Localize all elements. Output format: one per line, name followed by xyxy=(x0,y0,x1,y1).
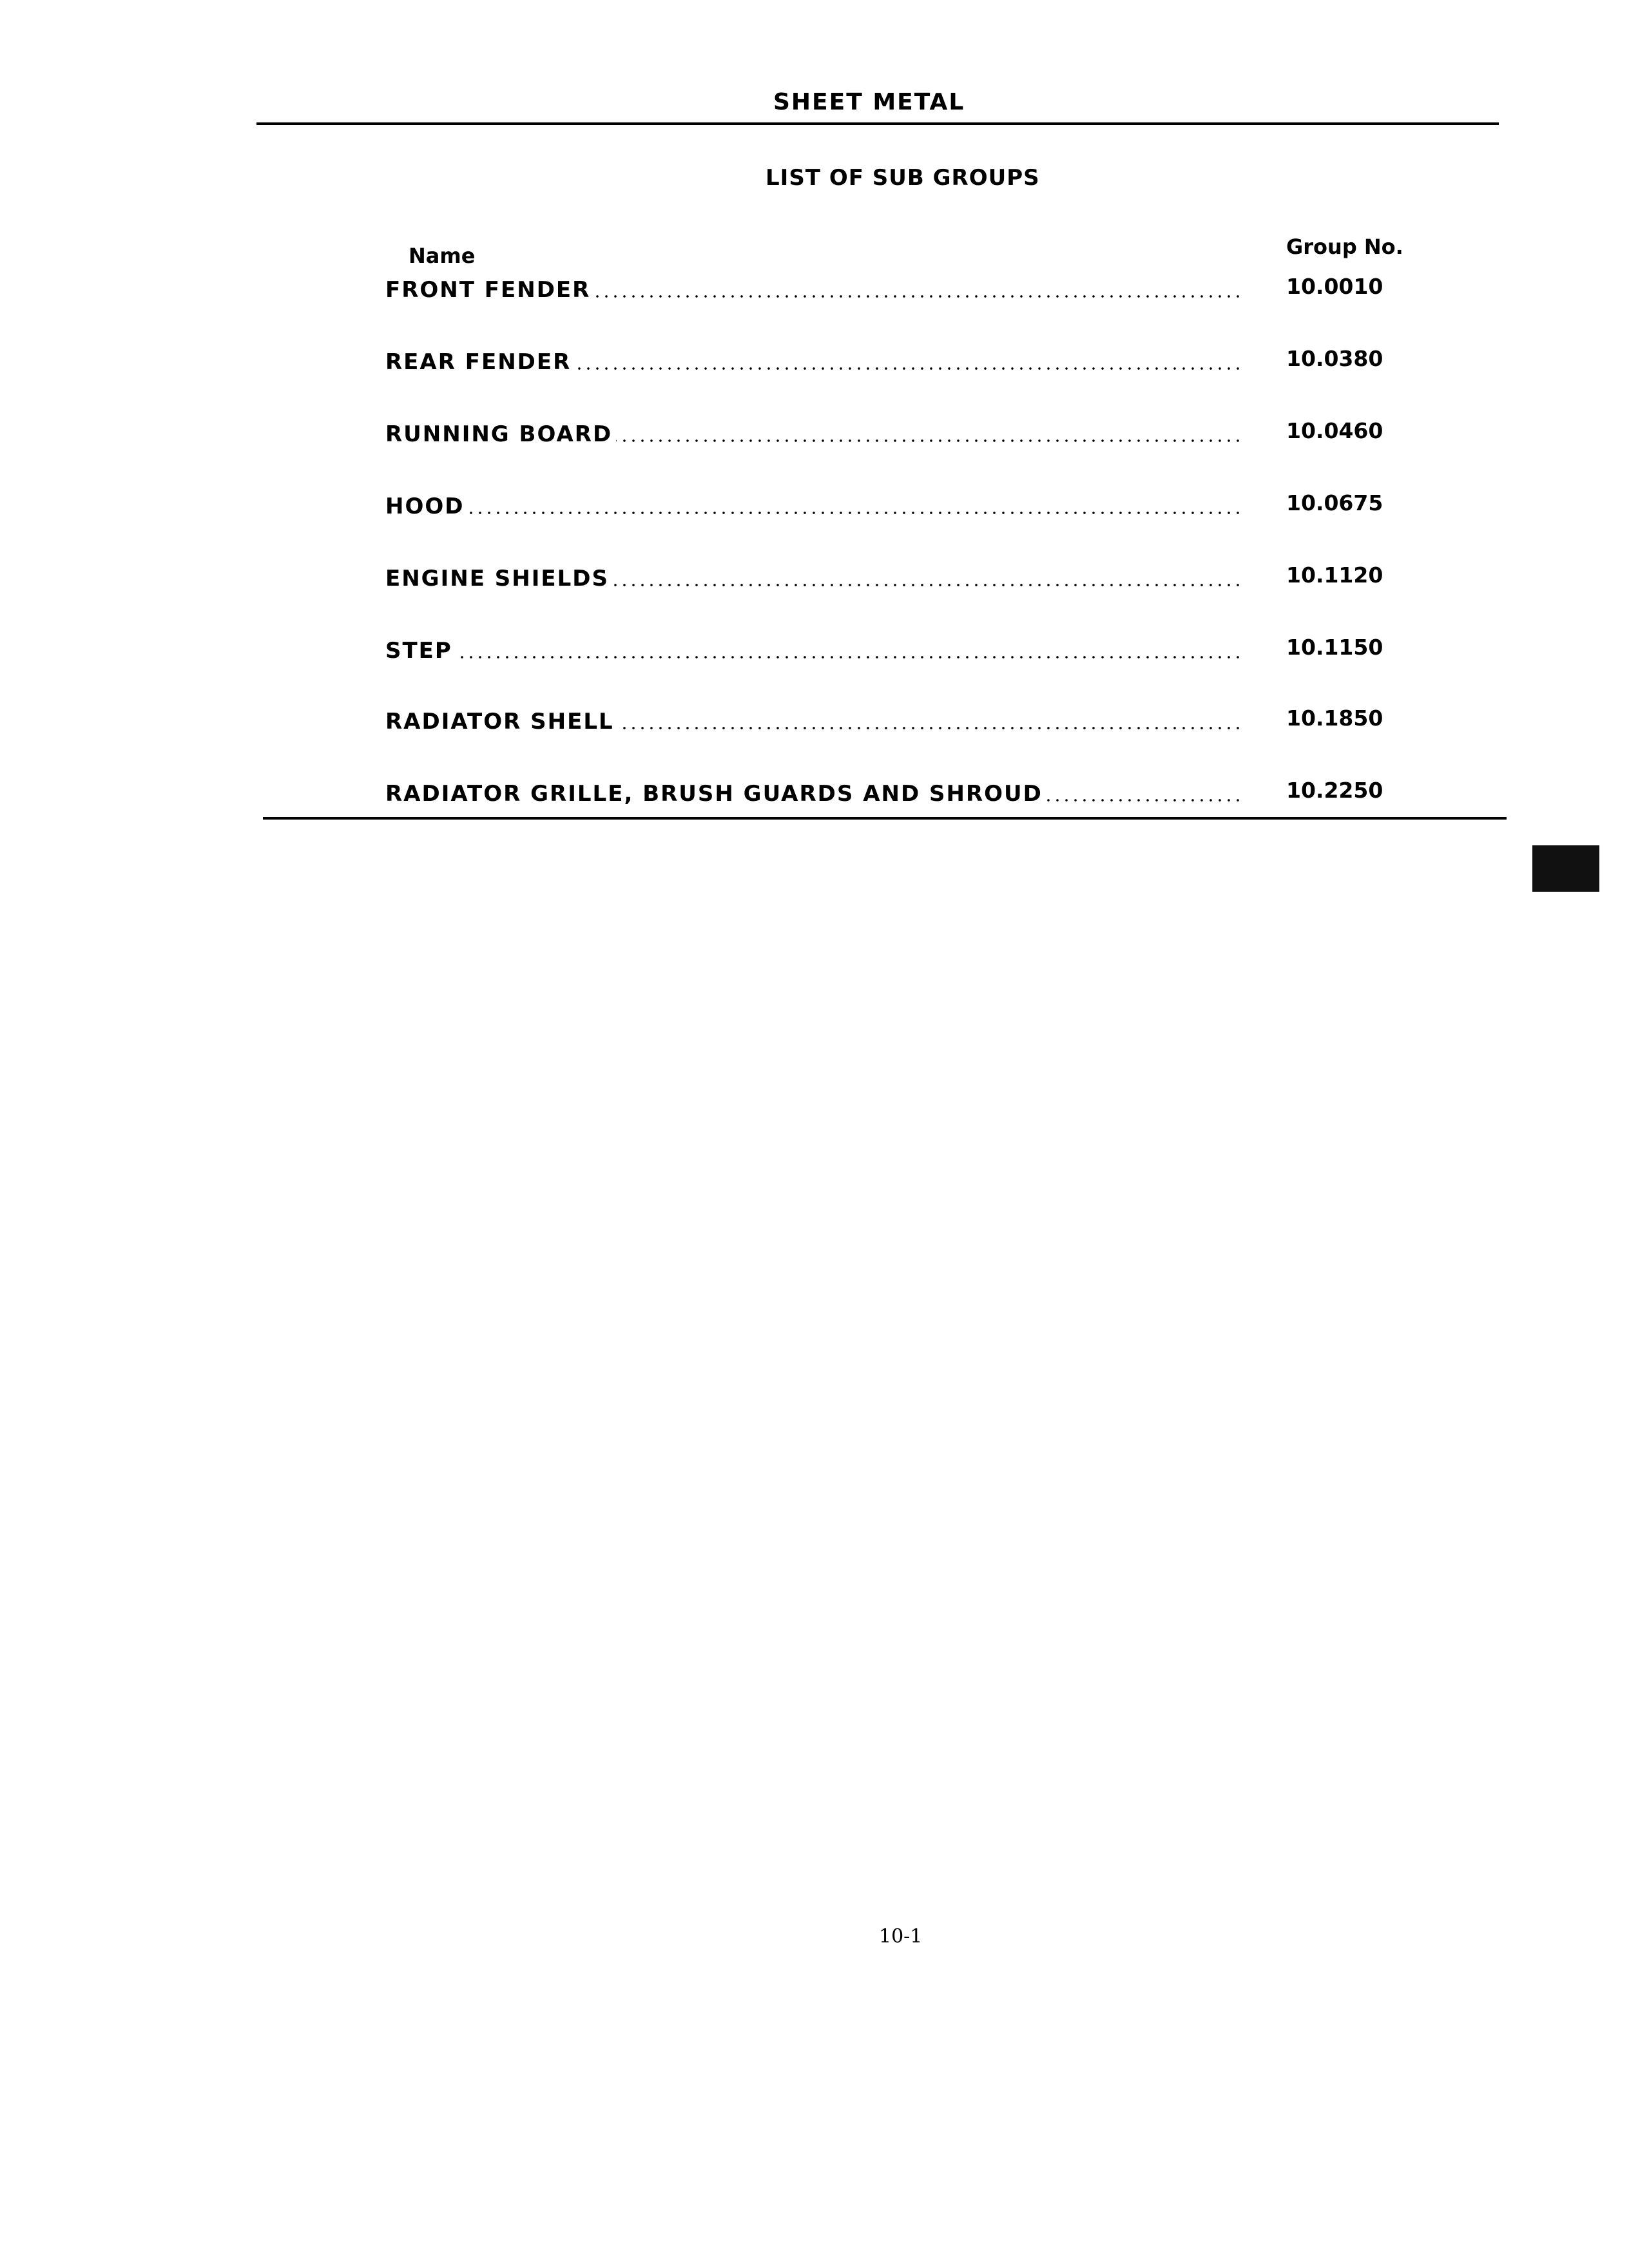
dot-leader xyxy=(618,727,1242,729)
dot-leader xyxy=(594,295,1242,298)
table-row xyxy=(385,415,1442,447)
row-name: STEP xyxy=(385,638,452,664)
row-group-no: 10.0380 xyxy=(1286,346,1383,371)
row-name: RUNNING BOARD xyxy=(385,421,613,447)
footer-rule xyxy=(263,817,1507,820)
list-title: LIST OF SUB GROUPS xyxy=(766,165,1040,191)
dot-leader xyxy=(468,512,1242,514)
dot-leader xyxy=(613,584,1242,586)
row-name: ENGINE SHIELDS xyxy=(385,566,609,591)
header-rule xyxy=(256,122,1499,125)
table-row xyxy=(385,631,1442,664)
page-number: 10-1 xyxy=(879,1925,923,1948)
dot-leader xyxy=(575,367,1242,370)
row-name: RADIATOR GRILLE, BRUSH GUARDS AND SHROUD xyxy=(385,781,1043,807)
row-name: REAR FENDER xyxy=(385,349,572,375)
row-group-no: 10.0460 xyxy=(1286,418,1383,443)
row-group-no: 10.2250 xyxy=(1286,778,1383,803)
row-group-no: 10.1150 xyxy=(1286,635,1383,660)
section-title: SHEET METAL xyxy=(773,89,965,115)
row-name: FRONT FENDER xyxy=(385,277,591,303)
table-row xyxy=(385,487,1442,519)
table-row xyxy=(385,774,1442,807)
row-group-no: 10.0010 xyxy=(1286,274,1383,299)
table-row xyxy=(385,271,1442,303)
table-row xyxy=(385,559,1442,591)
row-group-no: 10.1120 xyxy=(1286,562,1383,588)
section-tab-marker xyxy=(1532,845,1599,892)
row-name: RADIATOR SHELL xyxy=(385,709,614,735)
table-row xyxy=(385,702,1442,735)
row-group-no: 10.0675 xyxy=(1286,490,1383,515)
table-row xyxy=(385,343,1442,375)
column-header-name: Name xyxy=(409,244,476,268)
dot-leader xyxy=(456,656,1242,658)
dot-leader xyxy=(616,439,1242,442)
column-header-group-no: Group No. xyxy=(1286,235,1403,259)
row-name: HOOD xyxy=(385,494,465,519)
row-group-no: 10.1850 xyxy=(1286,706,1383,731)
dot-leader xyxy=(1046,799,1242,802)
